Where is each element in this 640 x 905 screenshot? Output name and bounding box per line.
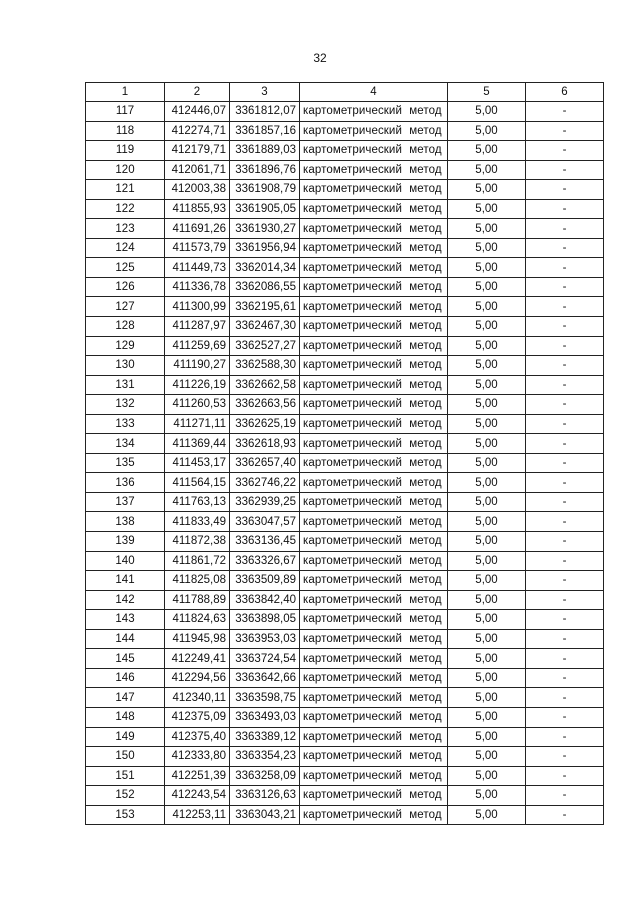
table-row [86, 629, 604, 649]
point-number-cell: 141 [86, 571, 165, 591]
column-header: 3 [230, 83, 300, 102]
description-cell: - [526, 141, 604, 161]
accuracy-cell: 5,00 [448, 297, 526, 317]
table-row [86, 551, 604, 571]
x-coordinate-cell: 412003,38 [165, 180, 230, 200]
x-coordinate-cell: 411453,17 [165, 453, 230, 473]
y-coordinate-cell: 3362662,58 [230, 375, 300, 395]
table-row [86, 649, 604, 669]
y-coordinate-cell: 3363953,03 [230, 629, 300, 649]
x-coordinate-cell: 411287,97 [165, 317, 230, 337]
point-number-cell: 127 [86, 297, 165, 317]
accuracy-cell: 5,00 [448, 551, 526, 571]
description-cell: - [526, 571, 604, 591]
method-cell: картометрический метод [300, 629, 448, 649]
x-coordinate-cell: 411824,63 [165, 610, 230, 630]
table-row [86, 395, 604, 415]
y-coordinate-cell: 3362746,22 [230, 473, 300, 493]
table-row [86, 414, 604, 434]
point-number-cell: 139 [86, 532, 165, 552]
y-coordinate-cell: 3363598,75 [230, 688, 300, 708]
accuracy-cell: 5,00 [448, 317, 526, 337]
y-coordinate-cell: 3361956,94 [230, 238, 300, 258]
y-coordinate-cell: 3361905,05 [230, 199, 300, 219]
x-coordinate-cell: 411564,15 [165, 473, 230, 493]
accuracy-cell: 5,00 [448, 258, 526, 278]
table-row [86, 747, 604, 767]
point-number-cell: 117 [86, 102, 165, 122]
y-coordinate-cell: 3363509,89 [230, 571, 300, 591]
y-coordinate-cell: 3363326,67 [230, 551, 300, 571]
table-row [86, 766, 604, 786]
point-number-cell: 152 [86, 786, 165, 806]
column-header: 4 [300, 83, 448, 102]
x-coordinate-cell: 411825,08 [165, 571, 230, 591]
x-coordinate-cell: 412375,09 [165, 707, 230, 727]
method-cell: картометрический метод [300, 434, 448, 454]
x-coordinate-cell: 411271,11 [165, 414, 230, 434]
point-number-cell: 122 [86, 199, 165, 219]
method-cell: картометрический метод [300, 238, 448, 258]
description-cell: - [526, 238, 604, 258]
description-cell: - [526, 356, 604, 376]
x-coordinate-cell: 412333,80 [165, 747, 230, 767]
x-coordinate-cell: 411336,78 [165, 277, 230, 297]
description-cell: - [526, 590, 604, 610]
x-coordinate-cell: 412446,07 [165, 102, 230, 122]
accuracy-cell: 5,00 [448, 688, 526, 708]
x-coordinate-cell: 411945,98 [165, 629, 230, 649]
y-coordinate-cell: 3361930,27 [230, 219, 300, 239]
x-coordinate-cell: 411763,13 [165, 492, 230, 512]
point-number-cell: 135 [86, 453, 165, 473]
table-row [86, 297, 604, 317]
method-cell: картометрический метод [300, 786, 448, 806]
description-cell: - [526, 512, 604, 532]
accuracy-cell: 5,00 [448, 786, 526, 806]
point-number-cell: 133 [86, 414, 165, 434]
y-coordinate-cell: 3361889,03 [230, 141, 300, 161]
method-cell: картометрический метод [300, 688, 448, 708]
table-row [86, 473, 604, 493]
point-number-cell: 130 [86, 356, 165, 376]
accuracy-cell: 5,00 [448, 473, 526, 493]
description-cell: - [526, 414, 604, 434]
table-row [86, 688, 604, 708]
accuracy-cell: 5,00 [448, 180, 526, 200]
accuracy-cell: 5,00 [448, 102, 526, 122]
table-row [86, 219, 604, 239]
accuracy-cell: 5,00 [448, 727, 526, 747]
x-coordinate-cell: 411226,19 [165, 375, 230, 395]
table-row [86, 786, 604, 806]
y-coordinate-cell: 3363043,21 [230, 805, 300, 825]
accuracy-cell: 5,00 [448, 141, 526, 161]
method-cell: картометрический метод [300, 766, 448, 786]
method-cell: картометрический метод [300, 512, 448, 532]
table-row [86, 571, 604, 591]
table-row [86, 238, 604, 258]
point-number-cell: 118 [86, 121, 165, 141]
y-coordinate-cell: 3362014,34 [230, 258, 300, 278]
description-cell: - [526, 180, 604, 200]
accuracy-cell: 5,00 [448, 590, 526, 610]
method-cell: картометрический метод [300, 492, 448, 512]
x-coordinate-cell: 411788,89 [165, 590, 230, 610]
method-cell: картометрический метод [300, 532, 448, 552]
method-cell: картометрический метод [300, 180, 448, 200]
method-cell: картометрический метод [300, 102, 448, 122]
description-cell: - [526, 707, 604, 727]
page-number: 32 [313, 51, 327, 65]
column-header: 2 [165, 83, 230, 102]
method-cell: картометрический метод [300, 297, 448, 317]
method-cell: картометрический метод [300, 473, 448, 493]
x-coordinate-cell: 411861,72 [165, 551, 230, 571]
method-cell: картометрический метод [300, 610, 448, 630]
method-cell: картометрический метод [300, 395, 448, 415]
y-coordinate-cell: 3363642,66 [230, 668, 300, 688]
accuracy-cell: 5,00 [448, 395, 526, 415]
point-number-cell: 125 [86, 258, 165, 278]
point-number-cell: 131 [86, 375, 165, 395]
x-coordinate-cell: 411833,49 [165, 512, 230, 532]
table-row [86, 532, 604, 552]
x-coordinate-cell: 411855,93 [165, 199, 230, 219]
method-cell: картометрический метод [300, 551, 448, 571]
x-coordinate-cell: 411259,69 [165, 336, 230, 356]
x-coordinate-cell: 411190,27 [165, 356, 230, 376]
method-cell: картометрический метод [300, 375, 448, 395]
description-cell: - [526, 786, 604, 806]
table-row [86, 805, 604, 825]
accuracy-cell: 5,00 [448, 199, 526, 219]
description-cell: - [526, 121, 604, 141]
point-number-cell: 143 [86, 610, 165, 630]
point-number-cell: 145 [86, 649, 165, 669]
accuracy-cell: 5,00 [448, 121, 526, 141]
accuracy-cell: 5,00 [448, 356, 526, 376]
accuracy-cell: 5,00 [448, 414, 526, 434]
table-row [86, 453, 604, 473]
table-row [86, 707, 604, 727]
accuracy-cell: 5,00 [448, 610, 526, 630]
point-number-cell: 137 [86, 492, 165, 512]
method-cell: картометрический метод [300, 414, 448, 434]
y-coordinate-cell: 3362625,19 [230, 414, 300, 434]
description-cell: - [526, 747, 604, 767]
y-coordinate-cell: 3362195,61 [230, 297, 300, 317]
point-number-cell: 146 [86, 668, 165, 688]
description-cell: - [526, 805, 604, 825]
table-row [86, 258, 604, 278]
accuracy-cell: 5,00 [448, 629, 526, 649]
method-cell: картометрический метод [300, 141, 448, 161]
y-coordinate-cell: 3363842,40 [230, 590, 300, 610]
description-cell: - [526, 336, 604, 356]
accuracy-cell: 5,00 [448, 532, 526, 552]
accuracy-cell: 5,00 [448, 649, 526, 669]
y-coordinate-cell: 3362588,30 [230, 356, 300, 376]
method-cell: картометрический метод [300, 121, 448, 141]
description-cell: - [526, 453, 604, 473]
x-coordinate-cell: 411872,38 [165, 532, 230, 552]
y-coordinate-cell: 3363354,23 [230, 747, 300, 767]
x-coordinate-cell: 411691,26 [165, 219, 230, 239]
table-row [86, 102, 604, 122]
y-coordinate-cell: 3363126,63 [230, 786, 300, 806]
y-coordinate-cell: 3363493,03 [230, 707, 300, 727]
table-row [86, 512, 604, 532]
method-cell: картометрический метод [300, 707, 448, 727]
method-cell: картометрический метод [300, 747, 448, 767]
description-cell: - [526, 688, 604, 708]
description-cell: - [526, 219, 604, 239]
table-body [86, 102, 604, 825]
column-header: 6 [526, 83, 604, 102]
y-coordinate-cell: 3363898,05 [230, 610, 300, 630]
y-coordinate-cell: 3362663,56 [230, 395, 300, 415]
description-cell: - [526, 199, 604, 219]
accuracy-cell: 5,00 [448, 453, 526, 473]
table-row [86, 610, 604, 630]
x-coordinate-cell: 412251,39 [165, 766, 230, 786]
point-number-cell: 138 [86, 512, 165, 532]
x-coordinate-cell: 411300,99 [165, 297, 230, 317]
method-cell: картометрический метод [300, 317, 448, 337]
y-coordinate-cell: 3362657,40 [230, 453, 300, 473]
y-coordinate-cell: 3361896,76 [230, 160, 300, 180]
column-header: 5 [448, 83, 526, 102]
table-row [86, 668, 604, 688]
accuracy-cell: 5,00 [448, 219, 526, 239]
table-row [86, 160, 604, 180]
x-coordinate-cell: 412179,71 [165, 141, 230, 161]
description-cell: - [526, 629, 604, 649]
table-row [86, 199, 604, 219]
accuracy-cell: 5,00 [448, 571, 526, 591]
column-header: 1 [86, 83, 165, 102]
x-coordinate-cell: 412061,71 [165, 160, 230, 180]
point-number-cell: 134 [86, 434, 165, 454]
table-row [86, 356, 604, 376]
point-number-cell: 153 [86, 805, 165, 825]
coordinates-table [85, 82, 604, 825]
table-row [86, 180, 604, 200]
description-cell: - [526, 277, 604, 297]
x-coordinate-cell: 412253,11 [165, 805, 230, 825]
y-coordinate-cell: 3363724,54 [230, 649, 300, 669]
y-coordinate-cell: 3363258,09 [230, 766, 300, 786]
accuracy-cell: 5,00 [448, 668, 526, 688]
x-coordinate-cell: 412294,56 [165, 668, 230, 688]
table-row [86, 375, 604, 395]
method-cell: картометрический метод [300, 805, 448, 825]
x-coordinate-cell: 411573,79 [165, 238, 230, 258]
table-row [86, 121, 604, 141]
y-coordinate-cell: 3362939,25 [230, 492, 300, 512]
description-cell: - [526, 258, 604, 278]
description-cell: - [526, 649, 604, 669]
table-row [86, 277, 604, 297]
accuracy-cell: 5,00 [448, 805, 526, 825]
table-row [86, 336, 604, 356]
description-cell: - [526, 766, 604, 786]
point-number-cell: 150 [86, 747, 165, 767]
accuracy-cell: 5,00 [448, 747, 526, 767]
x-coordinate-cell: 411449,73 [165, 258, 230, 278]
y-coordinate-cell: 3363389,12 [230, 727, 300, 747]
accuracy-cell: 5,00 [448, 707, 526, 727]
description-cell: - [526, 610, 604, 630]
description-cell: - [526, 375, 604, 395]
x-coordinate-cell: 411369,44 [165, 434, 230, 454]
y-coordinate-cell: 3363047,57 [230, 512, 300, 532]
table-row [86, 590, 604, 610]
x-coordinate-cell: 412243,54 [165, 786, 230, 806]
table-row [86, 317, 604, 337]
point-number-cell: 148 [86, 707, 165, 727]
point-number-cell: 142 [86, 590, 165, 610]
description-cell: - [526, 395, 604, 415]
accuracy-cell: 5,00 [448, 277, 526, 297]
accuracy-cell: 5,00 [448, 434, 526, 454]
accuracy-cell: 5,00 [448, 375, 526, 395]
table-header [86, 83, 604, 102]
point-number-cell: 149 [86, 727, 165, 747]
method-cell: картометрический метод [300, 727, 448, 747]
x-coordinate-cell: 412249,41 [165, 649, 230, 669]
description-cell: - [526, 317, 604, 337]
accuracy-cell: 5,00 [448, 766, 526, 786]
point-number-cell: 136 [86, 473, 165, 493]
description-cell: - [526, 434, 604, 454]
point-number-cell: 129 [86, 336, 165, 356]
method-cell: картометрический метод [300, 590, 448, 610]
x-coordinate-cell: 411260,53 [165, 395, 230, 415]
y-coordinate-cell: 3361857,16 [230, 121, 300, 141]
accuracy-cell: 5,00 [448, 492, 526, 512]
y-coordinate-cell: 3362527,27 [230, 336, 300, 356]
accuracy-cell: 5,00 [448, 160, 526, 180]
table-row [86, 434, 604, 454]
method-cell: картометрический метод [300, 277, 448, 297]
description-cell: - [526, 727, 604, 747]
y-coordinate-cell: 3362467,30 [230, 317, 300, 337]
method-cell: картометрический метод [300, 453, 448, 473]
x-coordinate-cell: 412340,11 [165, 688, 230, 708]
y-coordinate-cell: 3363136,45 [230, 532, 300, 552]
accuracy-cell: 5,00 [448, 512, 526, 532]
method-cell: картометрический метод [300, 199, 448, 219]
y-coordinate-cell: 3362618,93 [230, 434, 300, 454]
point-number-cell: 123 [86, 219, 165, 239]
method-cell: картометрический метод [300, 668, 448, 688]
accuracy-cell: 5,00 [448, 336, 526, 356]
method-cell: картометрический метод [300, 571, 448, 591]
description-cell: - [526, 297, 604, 317]
method-cell: картометрический метод [300, 160, 448, 180]
header-row [86, 83, 604, 102]
x-coordinate-cell: 412375,40 [165, 727, 230, 747]
point-number-cell: 124 [86, 238, 165, 258]
table-row [86, 492, 604, 512]
method-cell: картометрический метод [300, 356, 448, 376]
y-coordinate-cell: 3361812,07 [230, 102, 300, 122]
point-number-cell: 128 [86, 317, 165, 337]
method-cell: картометрический метод [300, 219, 448, 239]
accuracy-cell: 5,00 [448, 238, 526, 258]
method-cell: картометрический метод [300, 649, 448, 669]
point-number-cell: 120 [86, 160, 165, 180]
point-number-cell: 119 [86, 141, 165, 161]
point-number-cell: 121 [86, 180, 165, 200]
method-cell: картометрический метод [300, 336, 448, 356]
description-cell: - [526, 473, 604, 493]
description-cell: - [526, 492, 604, 512]
point-number-cell: 126 [86, 277, 165, 297]
x-coordinate-cell: 412274,71 [165, 121, 230, 141]
description-cell: - [526, 668, 604, 688]
point-number-cell: 151 [86, 766, 165, 786]
y-coordinate-cell: 3361908,79 [230, 180, 300, 200]
point-number-cell: 140 [86, 551, 165, 571]
description-cell: - [526, 102, 604, 122]
point-number-cell: 144 [86, 629, 165, 649]
point-number-cell: 147 [86, 688, 165, 708]
point-number-cell: 132 [86, 395, 165, 415]
y-coordinate-cell: 3362086,55 [230, 277, 300, 297]
description-cell: - [526, 532, 604, 552]
description-cell: - [526, 160, 604, 180]
method-cell: картометрический метод [300, 258, 448, 278]
table-row [86, 141, 604, 161]
description-cell: - [526, 551, 604, 571]
table-row [86, 727, 604, 747]
